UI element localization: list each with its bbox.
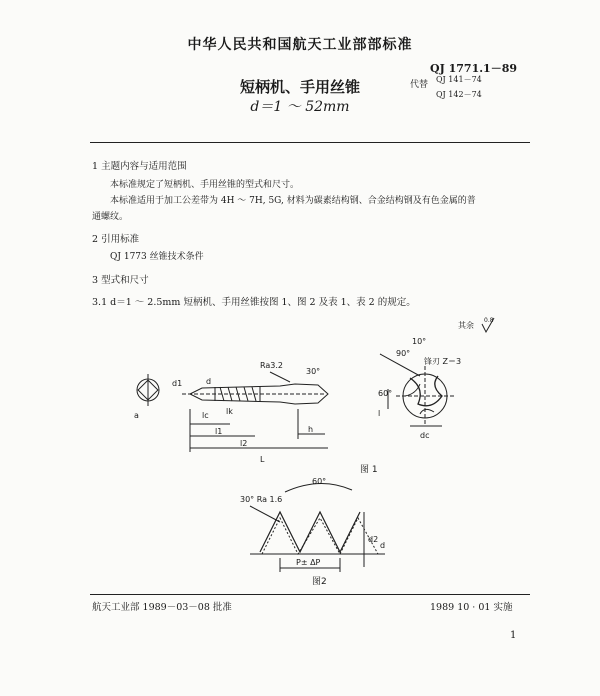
fig2-d: d [380, 541, 386, 550]
replaces-label: 代替 [410, 80, 429, 90]
document-title: 短柄机、手用丝锥 [239, 78, 360, 96]
label-L: L [260, 455, 265, 464]
effective-date: 1989 10 · 01 实施 [430, 602, 513, 613]
label-a2: 90° [396, 349, 411, 358]
label-a3: 60° [378, 389, 393, 398]
section-1-heading: 1 主题内容与适用范围 [92, 161, 187, 172]
label-h: h [308, 425, 314, 434]
page-number: 1 [510, 630, 517, 641]
label-a1: 10° [412, 337, 427, 346]
label-d1: d1 [172, 379, 183, 388]
figure-2-caption: 图2 [312, 577, 327, 587]
section-3-1-text: 3.1 d＝1 ～ 2.5mm 短柄机、手用丝锥按图 1、图 2 及表 1、表 2 的规定。 [92, 297, 416, 308]
header-divider [90, 142, 530, 143]
figure-1-caption: 图 1 [360, 465, 378, 474]
figure-1-drawing [120, 314, 520, 474]
approval-note: 航天工业部 1989－03－08 批准 [92, 602, 232, 613]
figure-2-thread-profile [240, 472, 400, 590]
tap-body [190, 384, 328, 404]
label-lc: lc [202, 411, 209, 420]
replaces-item-1: QJ 141－74 [436, 75, 482, 84]
label-lk: lk [226, 407, 233, 416]
footer-divider [90, 594, 530, 595]
fig2-angle: 60° [312, 477, 327, 486]
label-a: a [134, 411, 139, 420]
section-3-heading: 3 型式和尺寸 [92, 275, 149, 286]
fig2-d2: d2 [368, 535, 379, 544]
label-others: 其余 [458, 321, 474, 330]
label-dc: dc [420, 431, 430, 440]
section-1-para-2a: 本标准适用于加工公差带为 4H ～ 7H, 5G, 材料为碳素结构钢、合金结构钢及有色金属的普 [110, 196, 476, 206]
label-d: d [206, 377, 212, 386]
label-roughness-top: 0.8 [484, 317, 494, 324]
label-ra: Ra3.2 [260, 361, 284, 370]
label-angle30: 30° [306, 367, 321, 376]
fig2-ra: 30° Ra 1.6 [240, 495, 283, 504]
replaces-item-2: QJ 142－74 [436, 90, 482, 99]
label-l: l [378, 409, 381, 418]
label-edge-note: 锋刃 Z＝3 [424, 357, 462, 366]
document-subtitle: d＝1 ～ 52mm [250, 99, 350, 115]
org-title: 中华人民共和国航天工业部部标准 [187, 37, 413, 53]
label-l1: l1 [215, 427, 223, 436]
thread-profile-line [260, 512, 360, 552]
section-1-para-2b: 通螺纹。 [92, 212, 129, 222]
section-2-reference: QJ 1773 丝锥技术条件 [110, 252, 204, 262]
section-1-para-1: 本标准规定了短柄机、手用丝锥的型式和尺寸。 [110, 180, 300, 190]
fig2-pitch: P± ΔP [296, 558, 321, 567]
standard-number: QJ 1771.1－89 [430, 62, 518, 75]
section-2-heading: 2 引用标准 [92, 234, 140, 245]
label-l2: l2 [240, 439, 248, 448]
